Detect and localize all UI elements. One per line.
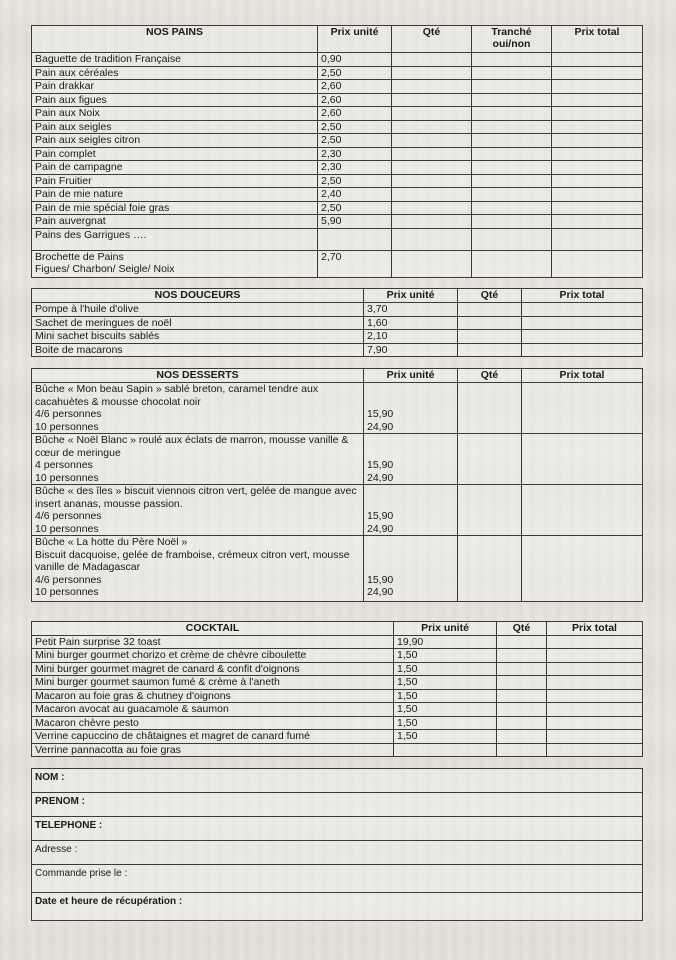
desserts-row [32, 485, 643, 536]
desserts-item-total-cell[interactable] [522, 485, 643, 536]
cocktail-table [31, 621, 643, 757]
pains-item-price: 2,60 [318, 107, 392, 121]
desserts-item-name: Bûche « des îles » biscuit viennois citron vert, gelée de mangue avec insert ananas, mousse passion. 4/6 personnes 10 personnes [32, 485, 364, 536]
pains-item-price: 2,60 [318, 80, 392, 94]
cocktail-header-total: Prix total [547, 622, 643, 636]
cocktail-item-qty-cell[interactable] [497, 649, 547, 663]
douceurs-item-total-cell[interactable] [522, 343, 643, 357]
pains-table [31, 25, 643, 278]
cocktail-item-price [394, 743, 497, 757]
pains-item-total-cell[interactable] [552, 147, 643, 161]
desserts-item-price: 15,90 24,90 [364, 434, 458, 485]
pains-item-qty-cell[interactable] [392, 228, 472, 250]
pains-item-qty-cell[interactable] [392, 134, 472, 148]
cocktail-item-name: Macaron chèvre pesto [32, 716, 394, 730]
cocktail-row [32, 716, 643, 730]
douceurs-row [32, 330, 643, 344]
desserts-row [32, 434, 643, 485]
cocktail-item-total-cell[interactable] [547, 662, 643, 676]
pains-item-price: 2,70 [318, 250, 392, 277]
douceurs-row [32, 343, 643, 357]
pains-row [32, 215, 643, 229]
pains-item-total-cell[interactable] [552, 66, 643, 80]
pains-item-price [318, 228, 392, 250]
desserts-item-price: 15,90 24,90 [364, 383, 458, 434]
pains-item-qty-cell[interactable] [392, 107, 472, 121]
cocktail-row [32, 649, 643, 663]
desserts-item-price: 15,90 24,90 [364, 536, 458, 602]
cocktail-item-total-cell[interactable] [547, 676, 643, 690]
cocktail-item-total-cell[interactable] [547, 743, 643, 757]
pains-item-name: Pain aux seigles [32, 120, 318, 134]
douceurs-item-price: 1,60 [364, 316, 458, 330]
pains-item-name: Pain de campagne [32, 161, 318, 175]
pains-item-price: 0,90 [318, 53, 392, 67]
cocktail-item-qty-cell[interactable] [497, 730, 547, 744]
pains-header-qty: Qté [392, 26, 472, 53]
nom-field[interactable]: NOM : [32, 769, 643, 793]
cocktail-item-name: Macaron au foie gras & chutney d'oignons [32, 689, 394, 703]
douceurs-header-total: Prix total [522, 289, 643, 303]
cocktail-item-price: 1,50 [394, 649, 497, 663]
pains-item-sliced-cell[interactable] [472, 66, 552, 80]
cocktail-item-total-cell[interactable] [547, 649, 643, 663]
pains-item-name: Pain Fruitier [32, 174, 318, 188]
pains-item-price: 2,40 [318, 188, 392, 202]
pains-item-total-cell[interactable] [552, 80, 643, 94]
cocktail-item-total-cell[interactable] [547, 716, 643, 730]
pains-item-name: Brochette de Pains Figues/ Charbon/ Seigle/ Noix [32, 250, 318, 277]
pains-item-price: 2,30 [318, 147, 392, 161]
douceurs-item-name: Sachet de meringues de noël [32, 316, 364, 330]
pains-row [32, 174, 643, 188]
desserts-item-name: Bûche « Noël Blanc » roulé aux éclats de marron, mousse vanille & cœur de meringue 4 personnes 10 personnes [32, 434, 364, 485]
douceurs-item-price: 2,10 [364, 330, 458, 344]
cocktail-row [32, 635, 643, 649]
cocktail-item-qty-cell[interactable] [497, 635, 547, 649]
pains-item-price: 5,90 [318, 215, 392, 229]
pains-row [32, 134, 643, 148]
cocktail-item-name: Mini burger gourmet chorizo et crème de chèvre ciboulette [32, 649, 394, 663]
commande-date-field[interactable]: Commande prise le : [32, 865, 643, 893]
cocktail-item-price: 19,90 [394, 635, 497, 649]
douceurs-row [32, 316, 643, 330]
douceurs-header-name: NOS DOUCEURS [32, 289, 364, 303]
cocktail-item-qty-cell[interactable] [497, 743, 547, 757]
pains-item-price: 2,50 [318, 201, 392, 215]
pains-item-total-cell[interactable] [552, 93, 643, 107]
adresse-field[interactable]: Adresse : [32, 841, 643, 865]
pains-item-qty-cell[interactable] [392, 201, 472, 215]
cocktail-item-qty-cell[interactable] [497, 676, 547, 690]
douceurs-item-name: Pompe à l'huile d'olive [32, 303, 364, 317]
desserts-item-total-cell[interactable] [522, 383, 643, 434]
pains-item-total-cell[interactable] [552, 161, 643, 175]
pains-row [32, 107, 643, 121]
douceurs-item-qty-cell[interactable] [458, 343, 522, 357]
cocktail-item-total-cell[interactable] [547, 635, 643, 649]
cocktail-item-name: Petit Pain surprise 32 toast [32, 635, 394, 649]
desserts-header-price: Prix unité [364, 369, 458, 383]
douceurs-table [31, 288, 643, 357]
pains-item-total-cell[interactable] [552, 174, 643, 188]
desserts-item-price: 15,90 24,90 [364, 485, 458, 536]
pains-item-qty-cell[interactable] [392, 147, 472, 161]
pains-item-name: Pain aux céréales [32, 66, 318, 80]
pains-item-sliced-cell[interactable] [472, 215, 552, 229]
pains-item-total-cell[interactable] [552, 188, 643, 202]
pains-item-name: Pain drakkar [32, 80, 318, 94]
cocktail-item-qty-cell[interactable] [497, 703, 547, 717]
desserts-header-name: NOS DESSERTS [32, 369, 364, 383]
pains-row [32, 250, 643, 277]
cocktail-item-qty-cell[interactable] [497, 689, 547, 703]
douceurs-header-qty: Qté [458, 289, 522, 303]
pains-item-sliced-cell[interactable] [472, 228, 552, 250]
pains-item-total-cell[interactable] [552, 250, 643, 277]
pains-item-name: Pain aux figues [32, 93, 318, 107]
cocktail-row [32, 730, 643, 744]
pains-item-qty-cell[interactable] [392, 93, 472, 107]
cocktail-item-price: 1,50 [394, 689, 497, 703]
desserts-row [32, 383, 643, 434]
pains-header-price: Prix unité [318, 26, 392, 53]
pains-item-sliced-cell[interactable] [472, 188, 552, 202]
desserts-item-total-cell[interactable] [522, 536, 643, 602]
pains-row [32, 120, 643, 134]
pains-item-qty-cell[interactable] [392, 66, 472, 80]
pains-item-price: 2,30 [318, 161, 392, 175]
douceurs-item-total-cell[interactable] [522, 330, 643, 344]
pains-item-sliced-cell[interactable] [472, 161, 552, 175]
desserts-item-name: Bûche « La hotte du Père Noël » Biscuit dacquoise, gelée de framboise, crémeux citron vert, mousse vanille de Madagascar 4/6 personnes 10 personnes [32, 536, 364, 602]
douceurs-item-name: Mini sachet biscuits sablés [32, 330, 364, 344]
pains-item-sliced-cell[interactable] [472, 174, 552, 188]
desserts-table [31, 368, 643, 602]
desserts-row [32, 536, 643, 602]
desserts-item-qty-cell[interactable] [458, 485, 522, 536]
pains-item-sliced-cell[interactable] [472, 134, 552, 148]
douceurs-item-price: 3,70 [364, 303, 458, 317]
cocktail-row [32, 743, 643, 757]
douceurs-header-price: Prix unité [364, 289, 458, 303]
cocktail-header-price: Prix unité [394, 622, 497, 636]
pains-item-sliced-cell[interactable] [472, 107, 552, 121]
pains-item-price: 2,50 [318, 120, 392, 134]
pains-item-total-cell[interactable] [552, 120, 643, 134]
cocktail-item-price: 1,50 [394, 676, 497, 690]
pains-item-sliced-cell[interactable] [472, 250, 552, 277]
pains-item-total-cell[interactable] [552, 107, 643, 121]
pains-item-sliced-cell[interactable] [472, 80, 552, 94]
pains-item-price: 2,50 [318, 134, 392, 148]
desserts-item-qty-cell[interactable] [458, 383, 522, 434]
cocktail-item-price: 1,50 [394, 716, 497, 730]
cocktail-item-qty-cell[interactable] [497, 662, 547, 676]
pains-item-total-cell[interactable] [552, 134, 643, 148]
pains-item-name: Pain complet [32, 147, 318, 161]
cocktail-item-name: Mini burger gourmet saumon fumé & crème à l'aneth [32, 676, 394, 690]
pains-item-sliced-cell[interactable] [472, 53, 552, 67]
pains-row [32, 201, 643, 215]
customer-info-table [31, 768, 643, 921]
pains-item-qty-cell[interactable] [392, 250, 472, 277]
desserts-item-qty-cell[interactable] [458, 434, 522, 485]
pains-item-name: Baguette de tradition Française [32, 53, 318, 67]
cocktail-item-total-cell[interactable] [547, 689, 643, 703]
cocktail-item-name: Mini burger gourmet magret de canard & confit d'oignons [32, 662, 394, 676]
cocktail-row [32, 703, 643, 717]
douceurs-item-price: 7,90 [364, 343, 458, 357]
pains-item-qty-cell[interactable] [392, 161, 472, 175]
pains-row [32, 93, 643, 107]
pains-item-sliced-cell[interactable] [472, 93, 552, 107]
pains-item-total-cell[interactable] [552, 53, 643, 67]
pains-item-total-cell[interactable] [552, 228, 643, 250]
pains-header-total: Prix total [552, 26, 643, 53]
cocktail-item-price: 1,50 [394, 662, 497, 676]
cocktail-header-qty: Qté [497, 622, 547, 636]
pains-item-sliced-cell[interactable] [472, 201, 552, 215]
cocktail-row [32, 676, 643, 690]
douceurs-item-name: Boite de macarons [32, 343, 364, 357]
pains-item-price: 2,50 [318, 174, 392, 188]
pains-item-price: 2,60 [318, 93, 392, 107]
pains-row [32, 147, 643, 161]
desserts-item-name: Bûche « Mon beau Sapin » sablé breton, caramel tendre aux cacahuètes & mousse chocolat noir 4/6 personnes 10 personnes [32, 383, 364, 434]
douceurs-item-qty-cell[interactable] [458, 330, 522, 344]
cocktail-row [32, 689, 643, 703]
pains-item-name: Pain auvergnat [32, 215, 318, 229]
pains-item-qty-cell[interactable] [392, 120, 472, 134]
pains-row [32, 161, 643, 175]
pains-item-qty-cell[interactable] [392, 80, 472, 94]
pains-row [32, 228, 643, 250]
pains-item-name: Pain de mie nature [32, 188, 318, 202]
telephone-field[interactable]: TELEPHONE : [32, 817, 643, 841]
cocktail-item-name: Verrine pannacotta au foie gras [32, 743, 394, 757]
pains-item-qty-cell[interactable] [392, 174, 472, 188]
pains-item-qty-cell[interactable] [392, 215, 472, 229]
desserts-header-qty: Qté [458, 369, 522, 383]
pains-row [32, 80, 643, 94]
pains-item-name: Pains des Garrigues …. [32, 228, 318, 250]
pains-item-sliced-cell[interactable] [472, 120, 552, 134]
cocktail-header-name: COCKTAIL [32, 622, 394, 636]
pains-item-total-cell[interactable] [552, 201, 643, 215]
cocktail-item-price: 1,50 [394, 703, 497, 717]
douceurs-item-qty-cell[interactable] [458, 316, 522, 330]
douceurs-item-qty-cell[interactable] [458, 303, 522, 317]
pains-item-qty-cell[interactable] [392, 188, 472, 202]
cocktail-item-qty-cell[interactable] [497, 716, 547, 730]
cocktail-item-price: 1,50 [394, 730, 497, 744]
cocktail-row [32, 662, 643, 676]
douceurs-item-total-cell[interactable] [522, 303, 643, 317]
douceurs-row [32, 303, 643, 317]
prenom-field[interactable]: PRENOM : [32, 793, 643, 817]
pains-item-total-cell[interactable] [552, 215, 643, 229]
cocktail-item-total-cell[interactable] [547, 703, 643, 717]
pains-header-sliced: Tranché oui/non [472, 26, 552, 53]
pains-row [32, 66, 643, 80]
desserts-header-total: Prix total [522, 369, 643, 383]
desserts-item-total-cell[interactable] [522, 434, 643, 485]
pains-row [32, 53, 643, 67]
pains-item-qty-cell[interactable] [392, 53, 472, 67]
pains-header-name: NOS PAINS [32, 26, 318, 53]
desserts-item-qty-cell[interactable] [458, 536, 522, 602]
pains-row [32, 188, 643, 202]
pains-item-sliced-cell[interactable] [472, 147, 552, 161]
cocktail-item-name: Verrine capuccino de châtaignes et magret de canard fumé [32, 730, 394, 744]
cocktail-item-total-cell[interactable] [547, 730, 643, 744]
pains-item-price: 2,50 [318, 66, 392, 80]
pains-item-name: Pain de mie spécial foie gras [32, 201, 318, 215]
pains-item-name: Pain aux seigles citron [32, 134, 318, 148]
pains-item-name: Pain aux Noix [32, 107, 318, 121]
pickup-datetime-field[interactable]: Date et heure de récupération : [32, 893, 643, 921]
cocktail-item-name: Macaron avocat au guacamole & saumon [32, 703, 394, 717]
douceurs-item-total-cell[interactable] [522, 316, 643, 330]
